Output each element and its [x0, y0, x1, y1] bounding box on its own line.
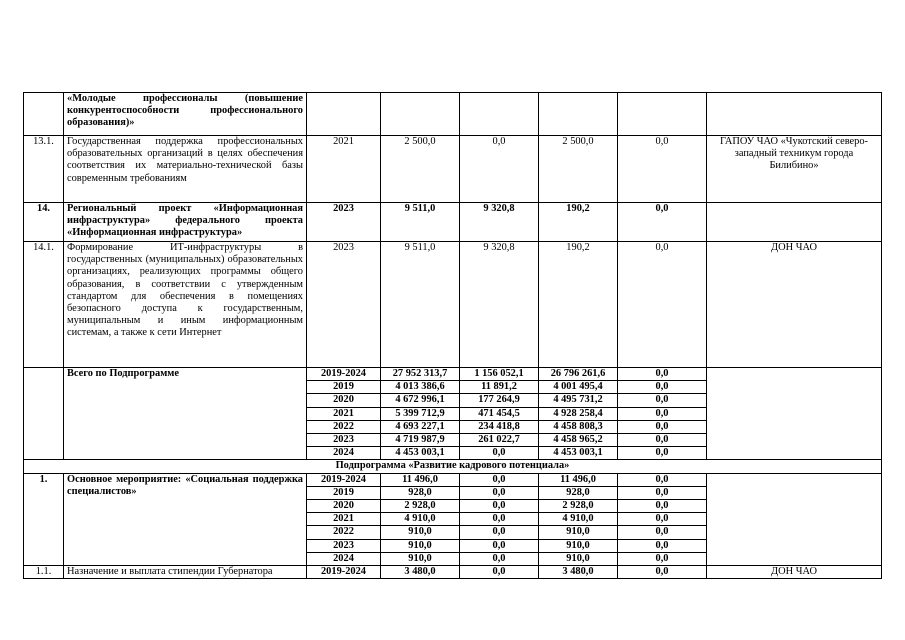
- table-row: [24, 566, 882, 579]
- row-other: 0,0: [618, 407, 707, 420]
- row-regional: 4 453 003,1: [539, 447, 618, 460]
- row-number: 14.1.: [24, 242, 64, 368]
- measure-row: [24, 473, 882, 486]
- row-year: 2020: [307, 394, 381, 407]
- row-federal: 9 320,8: [460, 203, 539, 242]
- row-regional: 2 500,0: [539, 136, 618, 203]
- row-federal: 0,0: [460, 539, 539, 552]
- row-year: 2023: [307, 434, 381, 447]
- row-year: 2019: [307, 381, 381, 394]
- budget-table: [23, 92, 882, 579]
- row-year: 2024: [307, 447, 381, 460]
- row-total: 910,0: [381, 552, 460, 565]
- row-year: 2019: [307, 486, 381, 499]
- row-total: 9 511,0: [381, 242, 460, 368]
- row-total: 5 399 712,9: [381, 407, 460, 420]
- row-total: 910,0: [381, 526, 460, 539]
- row-total: 9 511,0: [381, 203, 460, 242]
- row-other: 0,0: [618, 394, 707, 407]
- row-year: 2023: [307, 242, 381, 368]
- row-federal: 0,0: [460, 513, 539, 526]
- row-regional: [539, 93, 618, 136]
- row-regional: 4 910,0: [539, 513, 618, 526]
- row-year: 2021: [307, 136, 381, 203]
- total-executor-cell: [707, 368, 882, 460]
- row-regional: 190,2: [539, 203, 618, 242]
- row-name: Назначение и выплата стипендии Губернатора: [64, 566, 307, 579]
- row-federal: 261 022,7: [460, 434, 539, 447]
- row-federal: 0,0: [460, 552, 539, 565]
- row-other: 0,0: [618, 552, 707, 565]
- row-federal: 1 156 052,1: [460, 368, 539, 381]
- row-year: [307, 93, 381, 136]
- row-federal: 177 264,9: [460, 394, 539, 407]
- row-federal: 471 454,5: [460, 407, 539, 420]
- table-row: [24, 203, 882, 242]
- row-year: 2020: [307, 500, 381, 513]
- row-total: 4 672 996,1: [381, 394, 460, 407]
- row-regional: 910,0: [539, 552, 618, 565]
- row-regional: 928,0: [539, 486, 618, 499]
- row-year: 2023: [307, 203, 381, 242]
- row-total: 928,0: [381, 486, 460, 499]
- row-name: Формирование ИТ-инфраструктуры в государственных (муниципальных) образовательных организациях, реализующих программы общего образования, в соответствии с утвержденным стандартом для обеспечения в помещениях безопасного доступа к государственным, муниципальным и иным информационным системам, а также к сети Интернет: [64, 242, 307, 368]
- row-total: 11 496,0: [381, 473, 460, 486]
- row-year: 2022: [307, 526, 381, 539]
- row-other: 0,0: [618, 420, 707, 433]
- row-year: 2023: [307, 539, 381, 552]
- total-row: [24, 368, 882, 381]
- row-number: 14.: [24, 203, 64, 242]
- row-other: 0,0: [618, 381, 707, 394]
- row-total: 2 928,0: [381, 500, 460, 513]
- row-name: «Молодые профессионалы (повышение конкурентоспособности профессионального образования)»: [64, 93, 307, 136]
- row-total: 2 500,0: [381, 136, 460, 203]
- row-year: 2019-2024: [307, 566, 381, 579]
- row-regional: 4 458 808,3: [539, 420, 618, 433]
- row-other: 0,0: [618, 539, 707, 552]
- measure-executor-cell: [707, 473, 882, 565]
- measure-number: 1.: [24, 473, 64, 565]
- subprogram-header-row: [24, 460, 882, 473]
- row-other: 0,0: [618, 136, 707, 203]
- row-total: 4 453 003,1: [381, 447, 460, 460]
- row-federal: 0,0: [460, 526, 539, 539]
- row-regional: 26 796 261,6: [539, 368, 618, 381]
- table-row: [24, 242, 882, 368]
- row-federal: 0,0: [460, 473, 539, 486]
- row-executor: [707, 93, 882, 136]
- total-label: Всего по Подпрограмме: [64, 368, 307, 460]
- row-federal: 9 320,8: [460, 242, 539, 368]
- row-federal: 0,0: [460, 136, 539, 203]
- total-number-cell: [24, 368, 64, 460]
- row-other: 0,0: [618, 500, 707, 513]
- table-row: [24, 136, 882, 203]
- row-total: 910,0: [381, 539, 460, 552]
- table-body: [24, 93, 882, 579]
- row-other: 0,0: [618, 513, 707, 526]
- row-total: 27 952 313,7: [381, 368, 460, 381]
- row-regional: 4 928 258,4: [539, 407, 618, 420]
- row-other: 0,0: [618, 447, 707, 460]
- row-year: 2021: [307, 513, 381, 526]
- row-number: [24, 93, 64, 136]
- row-other: 0,0: [618, 486, 707, 499]
- row-regional: 190,2: [539, 242, 618, 368]
- row-number: 13.1.: [24, 136, 64, 203]
- row-federal: 0,0: [460, 566, 539, 579]
- row-regional: 4 001 495,4: [539, 381, 618, 394]
- row-year: 2024: [307, 552, 381, 565]
- row-year: 2019-2024: [307, 473, 381, 486]
- row-other: [618, 93, 707, 136]
- row-federal: 0,0: [460, 486, 539, 499]
- measure-name: Основное мероприятие: «Социальная поддержка специалистов»: [64, 473, 307, 565]
- subprogram-title: Подпрограмма «Развитие кадрового потенциала»: [24, 460, 882, 473]
- row-federal: [460, 93, 539, 136]
- row-executor: [707, 203, 882, 242]
- row-federal: 0,0: [460, 447, 539, 460]
- table-row: [24, 93, 882, 136]
- row-regional: 2 928,0: [539, 500, 618, 513]
- row-total: 4 693 227,1: [381, 420, 460, 433]
- row-other: 0,0: [618, 368, 707, 381]
- row-other: 0,0: [618, 434, 707, 447]
- row-regional: 910,0: [539, 526, 618, 539]
- row-regional: 4 495 731,2: [539, 394, 618, 407]
- row-name: Государственная поддержка профессиональных образовательных организаций в целях обеспечения соответствия их материально-технической базы современным требованиям: [64, 136, 307, 203]
- row-other: 0,0: [618, 526, 707, 539]
- row-federal: 234 418,8: [460, 420, 539, 433]
- row-regional: 910,0: [539, 539, 618, 552]
- row-year: 2019-2024: [307, 368, 381, 381]
- row-year: 2021: [307, 407, 381, 420]
- row-executor: ГАПОУ ЧАО «Чукотский северо-западный техникум города Билибино»: [707, 136, 882, 203]
- row-executor: ДОН ЧАО: [707, 566, 882, 579]
- row-year: 2022: [307, 420, 381, 433]
- row-total: 3 480,0: [381, 566, 460, 579]
- row-total: 4 910,0: [381, 513, 460, 526]
- row-other: 0,0: [618, 203, 707, 242]
- row-executor: ДОН ЧАО: [707, 242, 882, 368]
- row-regional: 11 496,0: [539, 473, 618, 486]
- row-regional: 4 458 965,2: [539, 434, 618, 447]
- row-other: 0,0: [618, 566, 707, 579]
- row-federal: 11 891,2: [460, 381, 539, 394]
- row-total: 4 719 987,9: [381, 434, 460, 447]
- row-other: 0,0: [618, 473, 707, 486]
- row-number: 1.1.: [24, 566, 64, 579]
- row-other: 0,0: [618, 242, 707, 368]
- row-total: 4 013 386,6: [381, 381, 460, 394]
- row-federal: 0,0: [460, 500, 539, 513]
- row-regional: 3 480,0: [539, 566, 618, 579]
- row-total: [381, 93, 460, 136]
- row-name: Региональный проект «Информационная инфраструктура» федерального проекта «Информационная инфраструктура»: [64, 203, 307, 242]
